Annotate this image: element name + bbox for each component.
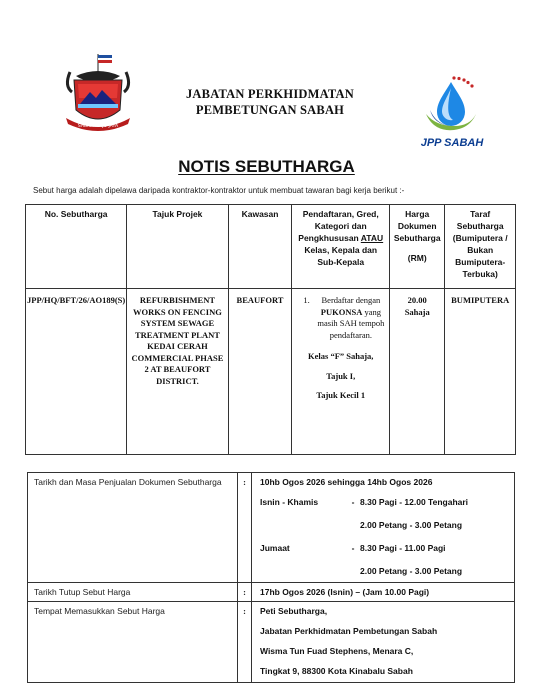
cell-kawasan: BEAUFORT — [228, 289, 292, 455]
header-no: No. Sebutharga — [26, 205, 127, 289]
tempat-line-3: Wisma Tun Fuad Stephens, Menara C, — [260, 646, 414, 656]
dash: - — [351, 543, 355, 553]
harga-value: 20.00 — [407, 295, 427, 305]
tempat-value — [252, 602, 515, 683]
header-pendaftaran-post: Kelas, Kepala dan Sub-Kepala — [304, 245, 378, 267]
registration-tajuk-kecil: Tajuk Kecil 1 — [316, 390, 366, 400]
header-line-1: JABATAN PERKHIDMATAN — [185, 87, 354, 101]
header-kawasan: Kawasan — [228, 205, 292, 289]
jual-dates: 10hb Ogos 2026 sehingga 14hb Ogos 2026 — [260, 477, 433, 487]
cell-taraf: BUMIPUTERA — [445, 289, 516, 455]
jual-label: Tarikh dan Masa Penjualan Dokumen Sebutharga — [28, 473, 238, 583]
cell-tajuk: REFURBISHMENT WORKS ON FENCING SYSTEM SEWAGE TREATMENT PLANT KEDAI CERAH COMMERCIAL PHASE 2 AT BEAUFORT DISTRICT. — [127, 289, 228, 455]
quotation-table — [25, 204, 516, 455]
colon: : — [238, 473, 252, 583]
header-line-2: PEMBETUNGAN SABAH — [195, 103, 345, 117]
tempat-line-2: Jabatan Perkhidmatan Pembetungan Sabah — [260, 626, 438, 636]
registration-pukonsa: PUKONSA — [320, 306, 363, 317]
isnin-time-2: 2.00 Petang - 3.00 Petang — [360, 520, 463, 530]
isnin-label: Isnin - Khamis — [260, 497, 319, 507]
header-tajuk: Tajuk Projek — [127, 205, 228, 289]
dash: - — [351, 497, 355, 507]
header-harga-unit: (RM) — [407, 253, 427, 263]
tutup-value: 17hb Ogos 2026 (Isnin) – (Jam 10.00 Pagi) — [252, 583, 515, 602]
jpp-logo-label: JPP SABAH — [420, 137, 484, 149]
harga-note: Sahaja — [404, 306, 430, 317]
table-header-row — [26, 205, 516, 289]
tempat-line-1: Peti Sebutharga, — [260, 606, 328, 616]
sabah-crest-icon — [62, 52, 134, 136]
header-harga — [390, 205, 445, 289]
info-row-jual — [28, 473, 515, 583]
table-row — [26, 289, 516, 455]
header-harga-label: Harga Dokumen Sebutharga — [393, 209, 441, 243]
isnin-time-1: 8.30 Pagi - 12.00 Tengahari — [360, 497, 469, 507]
cell-no: JPP/HQ/BFT/26/AO189(S) — [26, 289, 127, 455]
tempat-line-4: Tingkat 9, 88300 Kota Kinabalu Sabah — [260, 666, 413, 676]
jumaat-label: Jumaat — [260, 543, 290, 553]
header-taraf: Taraf Sebutharga (Bumiputera / Bukan Bumiputera-Terbuka) — [445, 205, 516, 289]
tutup-label: Tarikh Tutup Sebut Harga — [28, 583, 238, 602]
header-pendaftaran — [292, 205, 390, 289]
colon: : — [238, 602, 252, 683]
registration-tajuk: Tajuk I, — [326, 370, 356, 381]
jpp-sabah-logo-icon — [420, 74, 482, 136]
cell-harga — [390, 289, 445, 455]
tempat-label: Tempat Memasukkan Sebut Harga — [28, 602, 238, 683]
registration-post: yang masih SAH tempoh pendaftaran. — [317, 306, 385, 340]
jumaat-time-2: 2.00 Petang - 3.00 Petang — [360, 566, 463, 576]
colon: : — [238, 583, 252, 602]
svg-text:SABAH MAJU JAYA: SABAH MAJU JAYA — [77, 124, 119, 129]
registration-item — [295, 295, 386, 341]
info-row-tutup — [28, 583, 515, 602]
info-row-tempat — [28, 602, 515, 683]
schedule — [260, 496, 506, 577]
registration-text — [316, 295, 386, 341]
registration-pre: Berdaftar dengan — [321, 295, 381, 305]
jual-value — [252, 473, 515, 583]
header-pendaftaran-atau: ATAU — [360, 233, 384, 243]
department-header — [160, 86, 380, 118]
header-pendaftaran-pre: Pendaftaran, Gred, Kategori dan Pengkhususan — [298, 209, 379, 243]
cell-pendaftaran — [292, 289, 390, 455]
registration-kelas: Kelas “F” Sahaja, — [308, 351, 374, 361]
notice-title: NOTIS SEBUTHARGA — [178, 157, 355, 176]
info-table — [27, 472, 515, 683]
jumaat-time-1: 8.30 Pagi - 11.00 Pagi — [360, 543, 446, 553]
intro-text: Sebut harga adalah dipelawa daripada kontraktor-kontraktor untuk membuat tawaran bagi kerja berikut :- — [33, 186, 405, 195]
registration-number: 1. — [303, 295, 310, 305]
